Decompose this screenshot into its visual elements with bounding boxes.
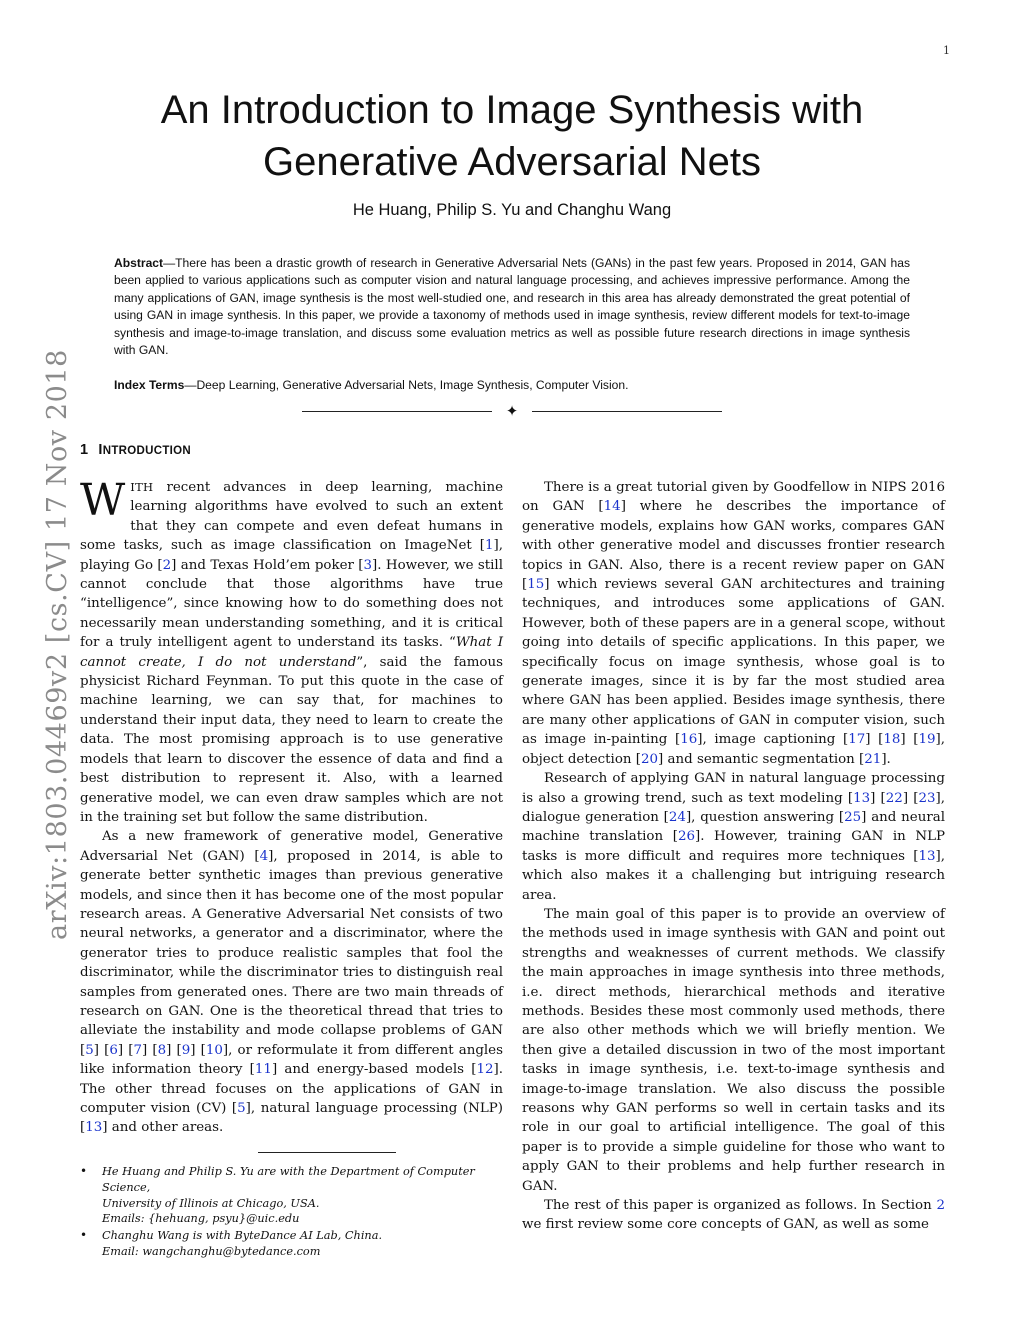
intro-paragraph-4 xyxy=(522,769,945,905)
citation-link[interactable]: 23 xyxy=(918,790,936,806)
text-run: ] and Texas Hold’em poker [ xyxy=(171,557,364,573)
text-run: ]. The other thread focuses on the applications of GAN in computer vision (CV) [ xyxy=(80,1062,503,1116)
text-run: ] which reviews several GAN architectures and training techniques, and introduces some applications of GAN. However, both of these papers are in a general scope, without going into details of specific applications. In this paper, we specifically focus on image synthesis, whose goal is to generate images, since it is by far the most studied area where GAN has been applied. Besides image synthesis, there are many other applications of GAN in computer vision, such as image in-painting [ xyxy=(522,577,945,748)
footnote-rule xyxy=(258,1152,396,1153)
citation-link[interactable]: 26 xyxy=(677,829,695,845)
text-run: ]. xyxy=(881,751,891,767)
citation-link[interactable]: 24 xyxy=(668,809,686,825)
text-run: There is a great tutorial given by Goodfellow in NIPS 2016 on GAN [ xyxy=(522,480,945,515)
section-reference-link[interactable]: 2 xyxy=(936,1198,945,1214)
text-run: ], which also makes it a challenging but intriguing research area. xyxy=(522,848,945,903)
footnote-line: Email: wangchanghu@bytedance.com xyxy=(102,1244,321,1258)
arxiv-identifier-text: arXiv:1803.04469v2 [cs.CV] 17 Nov 2018 xyxy=(42,349,73,940)
footnote-affiliation-wang xyxy=(80,1228,503,1260)
citation-link[interactable]: 9 xyxy=(181,1042,191,1058)
section-number: 1 xyxy=(80,442,89,458)
right-column xyxy=(522,478,945,1235)
text-run: ], or reformulate it from different angles like information theory [ xyxy=(80,1042,503,1078)
section-title-initial: I xyxy=(98,442,103,458)
drop-cap-letter: W xyxy=(80,475,126,526)
citation-link[interactable]: 25 xyxy=(844,809,862,825)
text-run: ]. However, training GAN in NLP tasks is more difficult and requires more techniques [ xyxy=(522,829,945,864)
citation-link[interactable]: 14 xyxy=(603,499,621,515)
text-run: ] [ xyxy=(142,1042,158,1058)
footnote-line: University of Illinois at Chicago, USA. xyxy=(102,1196,320,1210)
index-terms xyxy=(114,377,910,394)
footnote-affiliation-huang-yu xyxy=(80,1164,503,1227)
text-run: ] [ xyxy=(902,790,919,806)
feynman-quote: What I cannot create, I do not understand xyxy=(80,635,503,670)
text-run: recent advances in deep learning, machine learning algorithms have evolved to such an extent that they can compete and even defeat humans in some tasks, such as image classification on ImageNet [ xyxy=(80,480,503,554)
arxiv-identifier-stamp xyxy=(42,349,73,940)
citation-link[interactable]: 16 xyxy=(680,732,698,748)
citation-link[interactable]: 22 xyxy=(885,790,903,806)
citation-link[interactable]: 19 xyxy=(918,732,936,748)
paper-title-line-2: Generative Adversarial Nets xyxy=(262,140,761,184)
paper-title-line-1: An Introduction to Image Synthesis with xyxy=(160,88,864,132)
index-terms-text: —Deep Learning, Generative Adversarial Nets, Image Synthesis, Computer Vision. xyxy=(184,378,629,392)
text-run: ”, said the famous physicist Richard Feynman. To put this quote in the case of machine learning, we can say that, for machines to understand their input data, they need to learn to create the data. The most promising approach is to use generative models that learn to discover the essence of data and find a best distribution to represent it. Also, with a learned generative model, we can even draw samples which are not in the training set but follow the same distribution. xyxy=(80,654,503,825)
text-run: ] [ xyxy=(117,1042,134,1058)
text-run: ] and other areas. xyxy=(102,1120,224,1136)
text-run: ] where he describes the importance of generative models, explains how GAN works, compares GAN with other generative model and discusses frontier research topics in GAN. Also, there is a recent review paper on GAN [ xyxy=(522,499,945,593)
footnote-line: Emails: {hehuang, psyu}@uic.edu xyxy=(102,1212,300,1226)
text-run: ], object detection [ xyxy=(522,732,945,767)
text-run: ] and neural machine translation [ xyxy=(522,809,945,845)
text-run: As a new framework of generative model, Generative Adversarial Net (GAN) [ xyxy=(80,829,503,864)
citation-link[interactable]: 18 xyxy=(883,732,901,748)
text-run: ]. However, we still cannot conclude that those algorithms have true “intelligence”, since knowing how to do something does not necessarily mean understanding something, and it is critical for a truly intelligent agent to understand its tasks. “ xyxy=(80,557,503,651)
intro-paragraph-6 xyxy=(522,1196,945,1235)
section-divider-left-rule xyxy=(302,411,492,412)
abstract-text: —There has been a drastic growth of research in Generative Adversarial Nets (GANs) in the past few years. Proposed in 2014, GAN has been applied to various applications such as computer vision and natural language processing, and achieves impressive performance. Among the many applications of GAN, image synthesis is the most well-studied one, and research in this area has already demonstrated the great potential of using GAN in image synthesis. In this paper, we provide a taxonomy of methods used in image synthesis, review different models for text-to-image synthesis and image-to-image translation, and discuss some evaluation metrics as well as possible future research directions in image synthesis with GAN. xyxy=(114,256,910,358)
intro-paragraph-5: The main goal of this paper is to provide an overview of the methods used in image synthesis with GAN and point out strengths and weaknesses of current methods. We classify the main approaches in image synthesis into three methods, i.e. direct methods, hierarchical methods and iterative methods. Besides these most commonly used methods, there are also other methods which we will briefly mention. We then give a detailed discussion in two of the most important tasks in image synthesis, i.e. text-to-image synthesis and image-to-image translation. We also discuss the possible reasons why GAN performs so well in certain tasks and its role in our goal to artificial intelligence. The goal of this paper is to provide a simple guideline for those who want to apply GAN to their problems and help further research in GAN. xyxy=(522,906,945,1194)
left-column xyxy=(80,475,503,1138)
footnote-line: He Huang and Philip S. Yu are with the Department of Computer Science, xyxy=(102,1165,475,1194)
abstract xyxy=(114,255,910,359)
citation-link[interactable]: 8 xyxy=(157,1042,167,1058)
citation-link[interactable]: 13 xyxy=(85,1120,103,1136)
paper-title xyxy=(100,84,924,188)
author-list: He Huang, Philip S. Yu and Changhu Wang xyxy=(352,201,672,219)
citation-link[interactable]: 13 xyxy=(918,848,936,864)
text-run: ] [ xyxy=(166,1042,182,1058)
text-run: ] and energy-based models [ xyxy=(271,1062,477,1078)
text-run: ] [ xyxy=(870,790,886,806)
abstract-label: Abstract xyxy=(114,256,164,270)
opening-smallcaps: ITH xyxy=(130,480,154,494)
footnote-bullet: • xyxy=(80,1164,88,1178)
text-run: ] [ xyxy=(900,732,919,748)
citation-link[interactable]: 17 xyxy=(848,732,866,748)
citation-link[interactable]: 13 xyxy=(853,790,871,806)
intro-paragraph-1 xyxy=(80,475,503,827)
citation-link[interactable]: 5 xyxy=(237,1101,246,1116)
page-number: 1 xyxy=(943,44,950,57)
text-run: Research of applying GAN in natural language processing is also a growing trend, such as text modeling [ xyxy=(522,771,945,806)
citation-link[interactable]: 2 xyxy=(162,557,172,573)
intro-paragraph-2 xyxy=(80,827,503,1138)
citation-link[interactable]: 11 xyxy=(254,1062,272,1078)
footnote-line: Changhu Wang is with ByteDance AI Lab, China. xyxy=(102,1229,383,1243)
text-run: ], natural language processing (NLP) [ xyxy=(80,1101,503,1136)
text-run: ] [ xyxy=(865,732,884,748)
citation-link[interactable]: 12 xyxy=(476,1062,494,1078)
text-run: ], question answering [ xyxy=(685,809,845,825)
text-run: ], image captioning [ xyxy=(697,732,849,748)
citation-link[interactable]: 7 xyxy=(133,1042,143,1058)
section-heading-introduction xyxy=(80,442,191,458)
footnote-bullet: • xyxy=(80,1228,88,1243)
citation-link[interactable]: 21 xyxy=(864,751,882,767)
citation-link[interactable]: 5 xyxy=(85,1042,94,1058)
text-run: ] and semantic segmentation [ xyxy=(658,751,865,767)
index-terms-label: Index Terms xyxy=(114,378,185,392)
citation-link[interactable]: 3 xyxy=(363,557,373,573)
footnotes xyxy=(80,1164,503,1261)
citation-link[interactable]: 15 xyxy=(527,577,545,593)
citation-link[interactable]: 6 xyxy=(109,1042,118,1058)
text-run: The rest of this paper is organized as follows. In Section xyxy=(544,1198,937,1214)
citation-link[interactable]: 1 xyxy=(484,538,494,554)
text-run: ] [ xyxy=(93,1042,110,1058)
citation-link[interactable]: 4 xyxy=(259,848,269,864)
citation-link[interactable]: 20 xyxy=(640,751,659,767)
text-run: ], proposed in 2014, is able to generate better synthetic images than previous generative models, and since then it has become one of the most popular research areas. A Generative Adversarial Net consists of two neural networks, a generator and a discriminator, where the generator tries to produce realistic samples that fool the discriminator, while the discriminator tries to distinguish real samples from generated ones. There are two main threads of research on GAN. One is the theoretical thread that tries to alleviate the instability and mode collapse problems of GAN [ xyxy=(80,848,503,1058)
text-run: ] [ xyxy=(190,1042,206,1058)
section-divider-diamond-icon: ✦ xyxy=(505,402,519,420)
text-run: ], dialogue generation [ xyxy=(522,790,945,825)
text-run: we first review some core concepts of GAN, as well as some xyxy=(522,1217,929,1233)
text-run: ], playing Go [ xyxy=(80,538,503,573)
section-title-rest: NTRODUCTION xyxy=(102,445,191,457)
section-divider-right-rule xyxy=(532,411,722,412)
citation-link[interactable]: 10 xyxy=(205,1042,223,1058)
intro-paragraph-3 xyxy=(522,478,945,769)
